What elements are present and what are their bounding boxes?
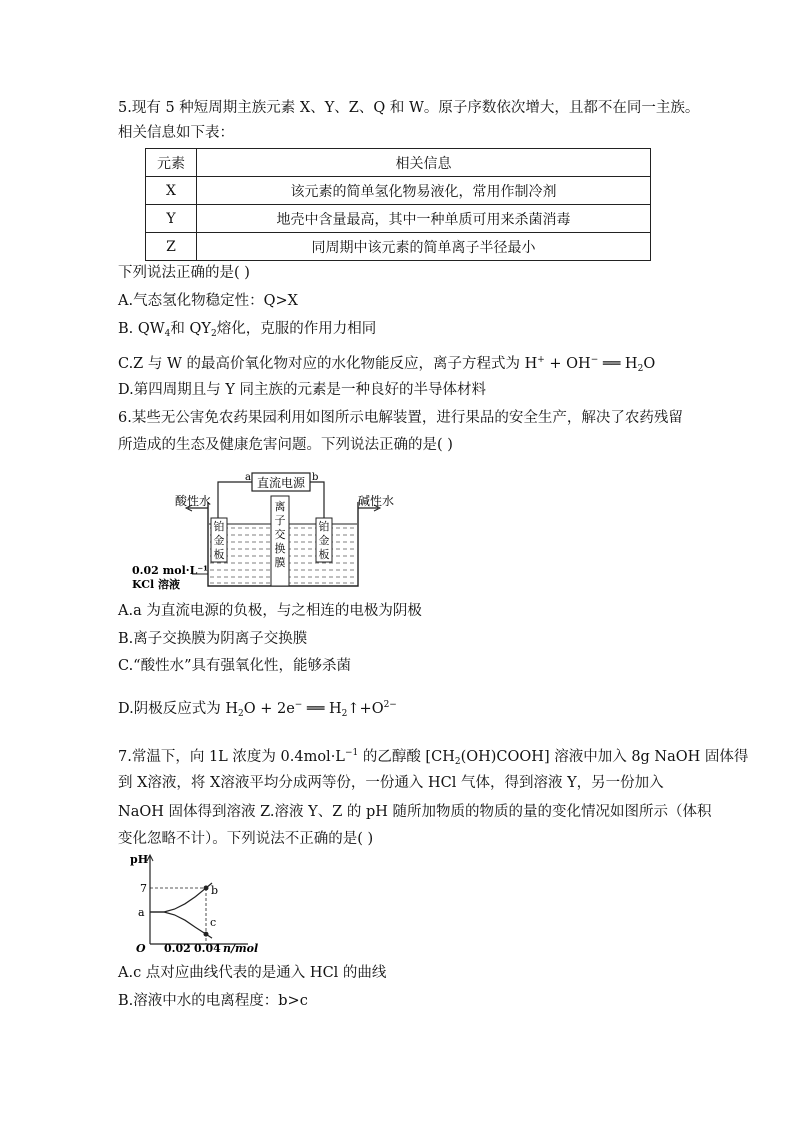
q7-option-b: B.溶液中水的电离程度：b>c <box>118 993 308 1009</box>
x-axis-label: n/mol <box>223 942 259 954</box>
q5-question: 下列说法正确的是( ) <box>118 265 250 281</box>
base-water-label: 碱性水 <box>358 494 395 508</box>
table-cell: 同周期中该元素的简单离子半径最小 <box>197 233 651 261</box>
q7-stem-line1: 7.常温下，向 1L 浓度为 $0.4mol\cdot L^{-1}$ 的乙醇酸 $[CH_2(OH)COOH]$ 溶液中加入 8g NaOH 固体得 <box>118 748 749 767</box>
q6-stem-line1: 6.某些无公害免农药果园利用如图所示电解装置，进行果品的安全生产，解决了农药残留 <box>118 410 683 426</box>
q6-option-b: B.离子交换膜为阴离子交换膜 <box>118 631 308 647</box>
right-electrode-label: 铂金板 <box>318 520 330 561</box>
terminal-a: a <box>245 472 251 483</box>
point-c <box>204 932 209 937</box>
left-electrode-label: 铂金板 <box>213 520 225 561</box>
point-b-label: b <box>211 884 219 897</box>
x-tick-004: 0.04 <box>194 942 221 954</box>
x-tick-002: 0.02 <box>164 942 191 954</box>
table-row <box>146 205 651 233</box>
y-axis-label: pH <box>130 853 149 866</box>
table-header-row <box>146 149 651 177</box>
terminal-b: b <box>312 472 319 483</box>
q5-stem-line2: 相关信息如下表： <box>118 125 234 141</box>
table-cell: 该元素的简单氢化物易液化，常用作制冷剂 <box>197 177 651 205</box>
solution-concentration: 0.02 mol·L⁻¹ <box>132 564 208 577</box>
table-row <box>146 233 651 261</box>
point-c-label: c <box>210 916 217 929</box>
q7-option-a: A.c 点对应曲线代表的是通入 HCl 的曲线 <box>118 965 387 981</box>
table-cell: 地壳中含量最高，其中一种单质可用来杀菌消毒 <box>197 205 651 233</box>
y-tick-a: a <box>138 906 145 919</box>
table-row <box>146 177 651 205</box>
q6-option-c: C.“酸性水”具有强氧化性，能够杀菌 <box>118 658 352 674</box>
table-cell: X <box>146 177 197 205</box>
solution-name: KCl 溶液 <box>132 578 181 591</box>
q6-stem-line2: 所造成的生态及健康危害问题。下列说法正确的是( ) <box>118 437 453 453</box>
curve-b <box>150 883 212 912</box>
origin-label: O <box>136 942 146 954</box>
curve-c <box>150 912 212 938</box>
q5-stem-line1: 5.现有 5 种短周期主族元素 X、Y、Z、Q 和 W。原子序数依次增大，且都不在同一主族。 <box>118 100 700 116</box>
q6-option-d: D.阴极反应式为 $H_2O + 2e^-$ ══ $H_2↑+O^{2-}$ <box>118 700 397 719</box>
power-label: 直流电源 <box>256 476 306 490</box>
q6-option-a: A.a 为直流电源的负极，与之相连的电极为阴极 <box>118 603 422 619</box>
q7-stem-line3: NaOH 固体得到溶液 Z.溶液 Y、Z 的 pH 随所加物质的物质的量的变化情况如图所示（体积 <box>118 804 712 820</box>
q7-stem-line2: 到 X溶液，将 X溶液平均分成两等份，一份通入 HCl 气体，得到溶液 Y，另一份加入 <box>118 775 664 791</box>
table-cell: Y <box>146 205 197 233</box>
membrane-label: 离子交换膜 <box>274 500 286 569</box>
table-header-element: 元素 <box>146 149 197 177</box>
q5-option-b: B. $QW_4$和 $QY_2$熔化，克服的作用力相同 <box>118 321 377 339</box>
q5-option-d: D.第四周期且与 Y 同主族的元素是一种良好的半导体材料 <box>118 382 487 398</box>
element-info-table <box>145 148 651 261</box>
ph-chart <box>126 852 266 954</box>
table-cell: Z <box>146 233 197 261</box>
acid-water-label: 酸性水 <box>175 494 212 508</box>
q5-option-c: C.Z 与 W 的最高价氧化物对应的水化物能反应，离子方程式为 H+ + OH− ══ $H_2O$ <box>118 355 656 374</box>
table-header-info: 相关信息 <box>197 149 651 177</box>
electrolysis-apparatus-diagram <box>130 468 410 593</box>
q5-option-a: A.气态氢化物稳定性：Q>X <box>118 293 298 309</box>
point-b <box>204 886 209 891</box>
q7-stem-line4: 变化忽略不计）。下列说法不正确的是( ) <box>118 831 374 847</box>
y-tick-7: 7 <box>140 882 147 895</box>
